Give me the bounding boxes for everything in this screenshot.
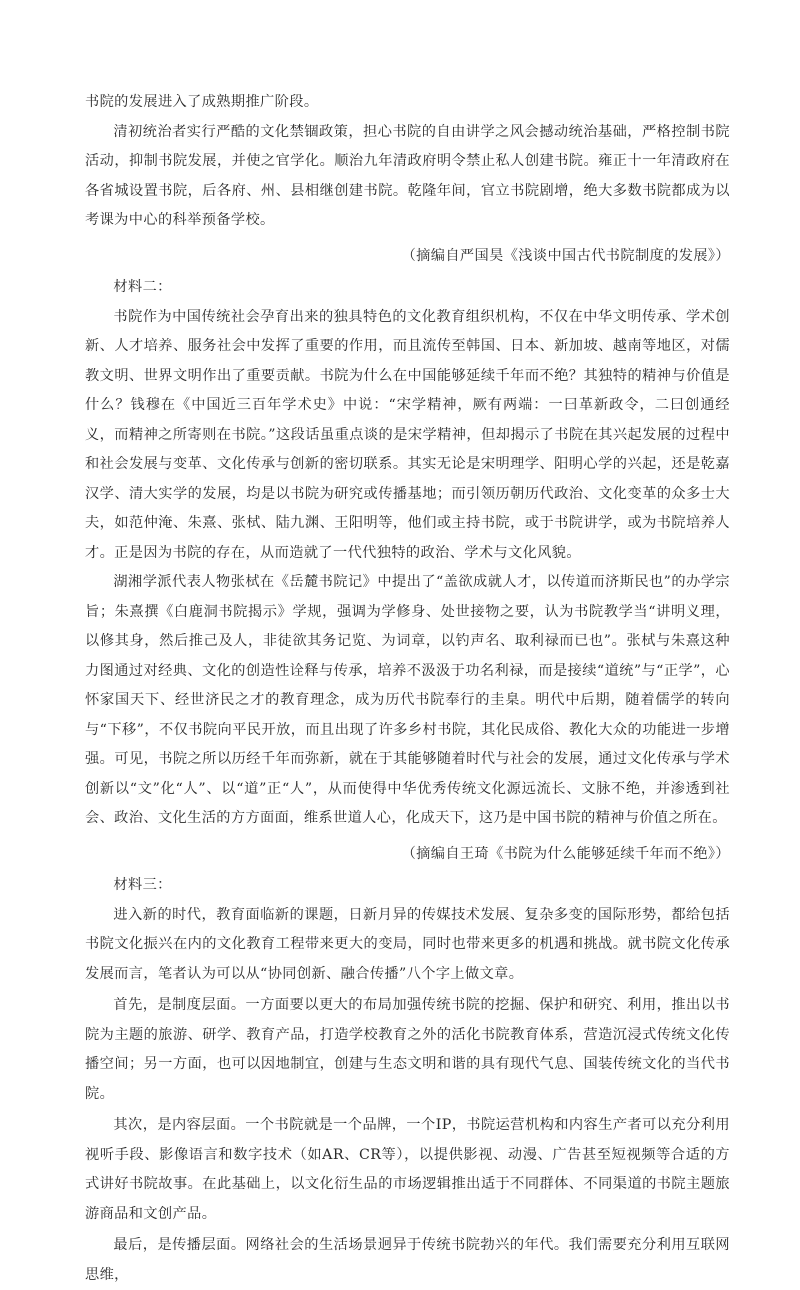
source-citation-2: （摘编自王琦《书院为什么能够延续千年而不绝》） bbox=[401, 845, 730, 862]
material-three-heading: 材料三： bbox=[113, 877, 172, 893]
paragraph-intro-tail: 书院的发展进入了成熟期推广阶段。 bbox=[85, 94, 319, 110]
paragraph-system-level: 首先，是制度层面。一方面要以更大的布局加强传统书院的挖掘、保护和研究、利用，推出以书院为主题的旅游、研学、教育产品，打造学校教育之外的活化书院教育体系，营造沉浸式传统文化传播空间；另一方面，也可以因地制宜，创建与生态文明和谐的具有现代气息、国装传统文化的当代书院。 bbox=[85, 997, 730, 1102]
material-two-heading: 材料二： bbox=[113, 279, 172, 295]
paragraph-huxiang-school: 湖湘学派代表人物张栻在《岳麓书院记》中提出了“盖欲成就人才，以传道而济斯民也”的办学宗旨；朱熹撰《白鹿洞书院揭示》学规，强调为学修身、处世接物之要，认为书院教学当“讲明义理，以修其身，然后推己及人，非徒欲其务记览、为词章，以钓声名、取利禄而已也”。张栻与朱熹这种力图通过对经典、文化的创造性诠释与传承，培养不汲汲于功名利禄，而是接续“道统”与“正学”，心怀家国天下、经世济民之才的教育理念，成为历代书院奉行的圭臬。明代中后期，随着儒学的转向与“下移”，不仅书院向平民开放，而且出现了许多乡村书院，其化民成俗、教化大众的功能进一步增强。可见，书院之所以历经千年而弥新，就在于其能够随着时代与社会的发展，通过文化传承与学术创新以“文”化“人”、以“道”正“人”，从而使得中华优秀传统文化源远流长、文脉不绝，并渗透到社会、政治、文化生活的方方面面，维系世道人心，化成天下，这乃是中国书院的精神与价值之所在。 bbox=[85, 574, 730, 826]
paragraph-qing-dynasty: 清初统治者实行严酷的文化禁锢政策，担心书院的自由讲学之风会撼动统治基础，严格控制书院活动，抑制书院发展，并使之官学化。顺治九年清政府明令禁止私人创建书院。雍正十一年清政府在各省城设置书院，后各府、州、县相继创建书院。乾隆年间，官立书院剧增，绝大多数书院都成为以考课为中心的科举预备学校。 bbox=[85, 123, 730, 228]
paragraph-communication-level: 最后，是传播层面。网络社会的生活场景迥异于传统书院勃兴的年代。我们需要充分利用互联网思维， bbox=[85, 1237, 730, 1283]
paragraph-content-level: 其次，是内容层面。一个书院就是一个品牌，一个IP，书院运营机构和内容生产者可以充分利用视听手段、影像语言和数字技术（如AR、CR等），以提供影视、动漫、广告甚至短视频等合适的方式讲好书院故事。在此基础上，以文化衍生品的市场逻辑推出适于不同群体、不同渠道的书院主题旅游商品和文创产品。 bbox=[85, 1117, 730, 1222]
source-citation-1: （摘编自严国昊《浅谈中国古代书院制度的发展》） bbox=[401, 247, 730, 264]
paragraph-new-era: 进入新的时代，教育面临新的课题，日新月异的传媒技术发展、复杂多变的国际形势，都给包括书院文化振兴在内的文化教育工程带来更大的变局，同时也带来更多的机遇和挑战。就书院文化传承发展而言，笔者认为可以从“协同创新、融合传播”八个字上做文章。 bbox=[85, 906, 730, 982]
paragraph-academy-role: 书院作为中国传统社会孕育出来的独具特色的文化教育组织机构，不仅在中华文明传承、学术创新、人才培养、服务社会中发挥了重要的作用，而且流传至韩国、日本、新加坡、越南等地区，对儒教文明、世界文明作出了重要贡献。书院为什么在中国能够延续千年而不绝？其独特的精神与价值是什么？钱穆在《中国近三百年学术史》中说：“宋学精神，厥有两端：一曰革新政令，二曰创通经义，而精神之所寄则在书院。”这段话虽重点谈的是宋学精神，但却揭示了书院在其兴起发展的过程中和社会发展与变革、文化传承与创新的密切联系。其实无论是宋明理学、阳明心学的兴起，还是乾嘉汉学、清大实学的发展，均是以书院为研究或传播基地；而引领历朝历代政治、文化变革的众多士大夫，如范仲淹、朱熹、张栻、陆九渊、王阳明等，他们或主持书院，或于书院讲学，或为书院培养人才。正是因为书院的存在，从而造就了一代代独特的政治、学术与文化风貌。 bbox=[85, 308, 730, 561]
